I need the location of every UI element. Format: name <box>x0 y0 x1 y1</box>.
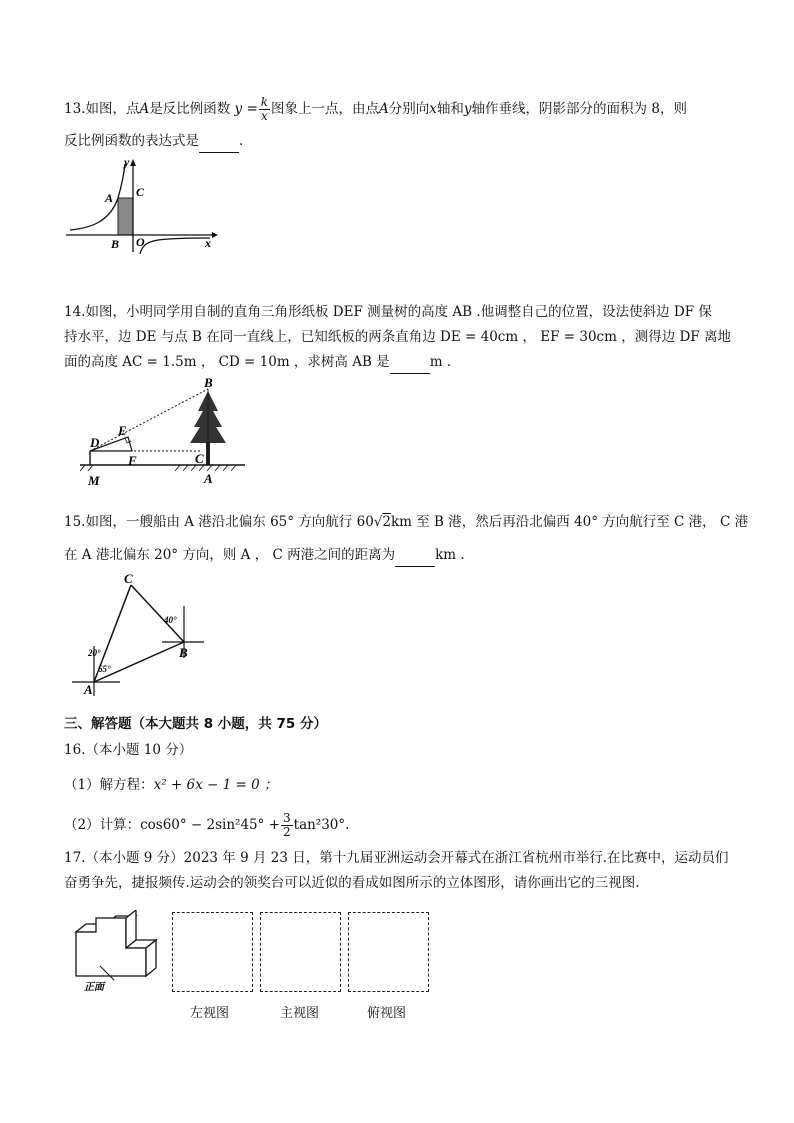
x-axis-arrow <box>212 232 218 238</box>
frac-den: x <box>261 109 268 123</box>
q13-text: 是反比例函数 <box>149 101 231 117</box>
q13-var: A <box>379 101 389 117</box>
label-C: C <box>195 451 204 466</box>
answer-blank[interactable] <box>395 552 435 567</box>
label-angle-40: 40° <box>164 615 177 625</box>
answer-blank[interactable] <box>199 138 239 153</box>
q13-text: 轴和 <box>436 101 464 117</box>
label-angle-65: 65° <box>98 664 111 674</box>
q15-text: 在 A 港北偏东 20° 方向，则 A ， C 两港之间的距离为 <box>64 547 396 563</box>
label-M: M <box>88 473 100 488</box>
q13-text: 轴作垂线，阴影部分的面积为 8，则 <box>471 101 687 117</box>
q13-line1 <box>64 96 732 123</box>
q13-line2 <box>64 129 732 153</box>
sqrt-symbol: √2 <box>373 514 391 530</box>
q14-figure <box>80 377 250 489</box>
label-C: C <box>136 185 145 199</box>
label-B: B <box>111 237 120 251</box>
q17-line2: 奋勇争先，捷报频传.运动会的领奖台可以近似的看成如图所示的立体图形，请你画出它的三视图. <box>64 875 640 891</box>
label-F: F <box>128 453 137 468</box>
q13-var: A <box>139 101 150 117</box>
label-E: E <box>118 423 127 438</box>
y-axis-arrow <box>130 159 136 166</box>
q16-part1 <box>64 773 732 797</box>
label-A: A <box>105 191 114 205</box>
q13-frac <box>259 96 270 123</box>
q14-text: m . <box>429 354 452 370</box>
frac-den: 2 <box>283 825 291 839</box>
left-view-label: 左视图 <box>190 1006 230 1021</box>
front-label: 正面 <box>84 982 104 993</box>
q13-text: 图象上一点，由点 <box>271 101 380 117</box>
q13-var: x <box>429 101 437 117</box>
top-view-box[interactable] <box>348 912 429 992</box>
top-view-label: 俯视图 <box>367 1006 407 1021</box>
label-x: x <box>205 236 211 250</box>
q14-line1: 14.如图，小明同学用自制的直角三角形纸板 DEF 测量树的高度 AB .他调整自己的位置，设法使斜边 DF 保 <box>64 304 712 320</box>
frac-num: k <box>260 95 269 109</box>
q14-line3 <box>64 350 732 374</box>
front-view-box[interactable] <box>260 912 341 992</box>
sight-line <box>90 389 208 451</box>
q15-text: 15.如图，一艘船由 A 港沿北偏东 65° 方向航行 60 <box>64 514 374 530</box>
left-view-box[interactable] <box>172 912 253 992</box>
q13-text: . <box>239 133 244 149</box>
q16-text: （2）计算：cos60° − 2sin²45° + <box>64 817 280 833</box>
label-D: D <box>90 435 100 450</box>
label-A: A <box>204 471 213 486</box>
q15-text: km 至 B 港，然后再沿北偏西 40° 方向航行至 C 港， C 港 <box>390 514 749 530</box>
front-view-label: 主视图 <box>280 1006 320 1021</box>
label-B: B <box>204 377 213 390</box>
label-B: B <box>179 645 188 660</box>
q15-figure <box>68 570 208 698</box>
q16-equation: x² + 6x − 1 = 0 ； <box>153 777 278 793</box>
q16-frac <box>281 812 293 839</box>
segment-CB <box>131 585 184 642</box>
q14-text: 面的高度 AC = 1.5m ， CD = 10m ，求树高 AB 是 <box>64 354 390 370</box>
q14-line2: 持水平，边 DE 与点 B 在同一直线上，已知纸板的两条直角边 DE = 40cm ， EF = 30cm ，测得边 DF 离地 <box>64 329 731 345</box>
label-O: O <box>136 235 145 249</box>
q13-var: y <box>463 101 472 117</box>
q13-text: 分别向 <box>388 101 430 117</box>
q15-line2 <box>64 543 732 567</box>
hyperbola-right <box>140 238 210 254</box>
q16-header: 16.（本小题 10 分） <box>64 742 193 758</box>
q15-line1 <box>64 510 749 534</box>
q16-part2 <box>64 812 732 839</box>
label-C: C <box>124 571 133 586</box>
shaded-rect <box>118 198 133 235</box>
q13-text: 反比例函数的表达式是 <box>64 133 199 149</box>
hyperbola-left <box>70 164 125 230</box>
section-title: 三、解答题（本大题共 8 小题，共 75 分） <box>64 716 327 732</box>
q16-text: （1）解方程： <box>64 777 154 793</box>
q13-figure <box>62 156 222 256</box>
label-angle-20: 20° <box>88 648 101 658</box>
q13-text: 13.如图，点 <box>64 101 140 117</box>
label-A: A <box>84 682 93 697</box>
q17-line1: 17.（本小题 9 分）2023 年 9 月 23 日，第十九届亚洲运动会开幕式在浙江省杭州市举行.在比赛中，运动员们 <box>64 850 729 866</box>
frac-num: 3 <box>283 811 291 825</box>
podium-figure <box>70 910 170 996</box>
q16-text: tan²30°. <box>293 817 350 833</box>
label-y: y <box>124 156 130 169</box>
sqrt-value: 2 <box>382 514 391 530</box>
q13-func-y: y = <box>234 101 258 117</box>
q15-text: km . <box>435 547 465 563</box>
answer-blank[interactable] <box>390 359 430 374</box>
